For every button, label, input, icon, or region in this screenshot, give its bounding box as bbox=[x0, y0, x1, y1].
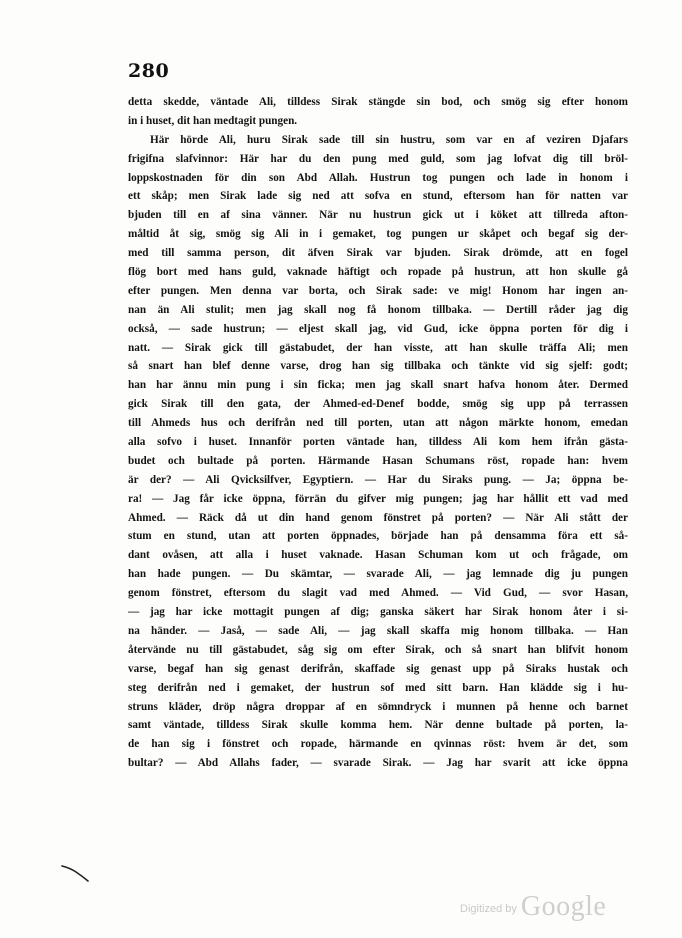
digitized-by-label: Digitized by bbox=[460, 903, 517, 915]
text-line: nan än Ali stulit; men jag skall nog få honom tillbaka. — Dertill råder jag dig bbox=[128, 303, 628, 316]
text-line: med till samma person, dit äfven Sirak var bjuden. Sirak drömde, att en fogel bbox=[128, 247, 628, 260]
text-line: bjuden till en af sina vänner. När nu hustrun gick ut i köket att tillreda afton- bbox=[128, 209, 628, 222]
text-line: — jag har icke mottagit pungen af dig; ganska säkert har Sirak honom åter i si- bbox=[128, 606, 628, 619]
text-line: måltid åt sig, smög sig Ali in i gemaket, tog pungen ur skåpet och begaf sig der- bbox=[128, 228, 628, 241]
text-line: dant ovåsen, att alla i huset vaknade. Hasan Schuman kom ut och frågade, om bbox=[128, 549, 628, 562]
digitized-watermark bbox=[460, 888, 606, 922]
text-line: återvände nu till gästabudet, såg sig om efter Sirak, och så snart han blifvit honom bbox=[128, 643, 628, 656]
text-line: han hade pungen. — Du skämtar, — svarade Ali, — jag lemnade dig ju pungen bbox=[128, 568, 628, 581]
text-line: loppskostnaden för din son Abd Allah. Hustrun tog pungen och lade in honom i bbox=[128, 171, 628, 184]
text-line: in i huset, dit han medtagit pungen. bbox=[128, 114, 298, 127]
text-line: ra! — Jag får icke öppna, förrän du gifver mig pungen; jag har hållit ett vad med bbox=[128, 492, 628, 505]
text-line: han har ännu min pung i sin ficka; men jag skall snart hafva honom åter. Dermed bbox=[128, 379, 628, 392]
text-line: är der? — Ali Qvicksilfver, Egyptiern. — Har du Siraks pung. — Ja; öppna be- bbox=[128, 473, 628, 486]
text-line: steg derifrån ned i gemaket, der hustrun sof med sitt barn. Han klädde sig i hu- bbox=[128, 681, 628, 694]
text-line: Ahmed. — Räck då ut din hand genom fönstret på porten? — När Ali stått der bbox=[128, 511, 628, 524]
text-line: stum en stund, utan att porten öppnades, började han på densamma föra ett så- bbox=[128, 530, 628, 543]
text-line: de han sig i fönstret och ropade, härmande en qvinnas röst: hvem är det, som bbox=[128, 738, 628, 751]
body-text bbox=[128, 93, 628, 773]
text-line: flög bort med hans guld, vaknade häftigt och ropade på hustrun, att hon skulle gå bbox=[128, 266, 628, 279]
text-line: samt väntade, tilldess Sirak skulle komma hem. När denne bultade på porten, la- bbox=[128, 719, 628, 732]
text-line: natt. — Sirak gick till gästabudet, der han visste, att han skulle träffa Ali; men bbox=[128, 341, 628, 354]
text-line: detta skedde, väntade Ali, tilldess Sirak stängde sin bod, och smög sig efter honom bbox=[128, 96, 628, 108]
ink-mark bbox=[60, 862, 90, 882]
text-line: gick Sirak till den gata, der Ahmed-ed-Denef bodde, smög sig upp på terrassen bbox=[128, 398, 628, 411]
text-line: så snart han blef denne varse, drog han sig tillbaka och tänkte vid sig sjelf: godt; bbox=[128, 360, 628, 373]
text-line: budet och bultade på porten. Härmande Hasan Schumans röst, ropade han: hvem bbox=[128, 454, 628, 467]
text-line: alla sofvo i huset. Innanför porten väntade han, tilldess Ali kom hem ifrån gästa- bbox=[128, 436, 628, 449]
text-line: genom fönstret, eftersom du slagit vad med Ahmed. — Vid Gud, — svor Hasan, bbox=[128, 587, 628, 600]
text-line: till Ahmeds hus och derifrån ned till porten, utan att någon märkte honom, emedan bbox=[128, 417, 628, 430]
text-line: frigifna slafvinnor: Här har du den pung med guld, som jag lofvat dig till bröl- bbox=[128, 152, 628, 165]
text-line: varse, begaf han sig genast derifrån, skaffade sig genast upp på Siraks hustak och bbox=[128, 662, 628, 675]
text-line: Här hörde Ali, huru Sirak sade till sin hustru, som var en af veziren Djafars bbox=[150, 133, 628, 146]
text-line: också, — sade hustrun; — eljest skall jag, vid Gud, icke öppna porten för dig i bbox=[128, 322, 628, 335]
text-line: struns kläder, dröp några droppar af en sömndryck i munnen på henne och barnet bbox=[128, 700, 628, 713]
text-line: bultar? — Abd Allahs fader, — svarade Sirak. — Jag har svarit att icke öppna bbox=[128, 757, 628, 770]
text-line: ett skåp; men Sirak lade sig ned att sofva en stund, eftersom han för natten var bbox=[128, 190, 628, 203]
page-number: 280 bbox=[128, 60, 170, 82]
google-logo: Google bbox=[520, 891, 607, 922]
text-line: na händer. — Jaså, — sade Ali, — jag skall skaffa mig honom tillbaka. — Han bbox=[128, 624, 628, 637]
text-line: efter pungen. Men denna var borta, och Sirak sade: ve mig! Honom har ingen an- bbox=[128, 284, 628, 297]
